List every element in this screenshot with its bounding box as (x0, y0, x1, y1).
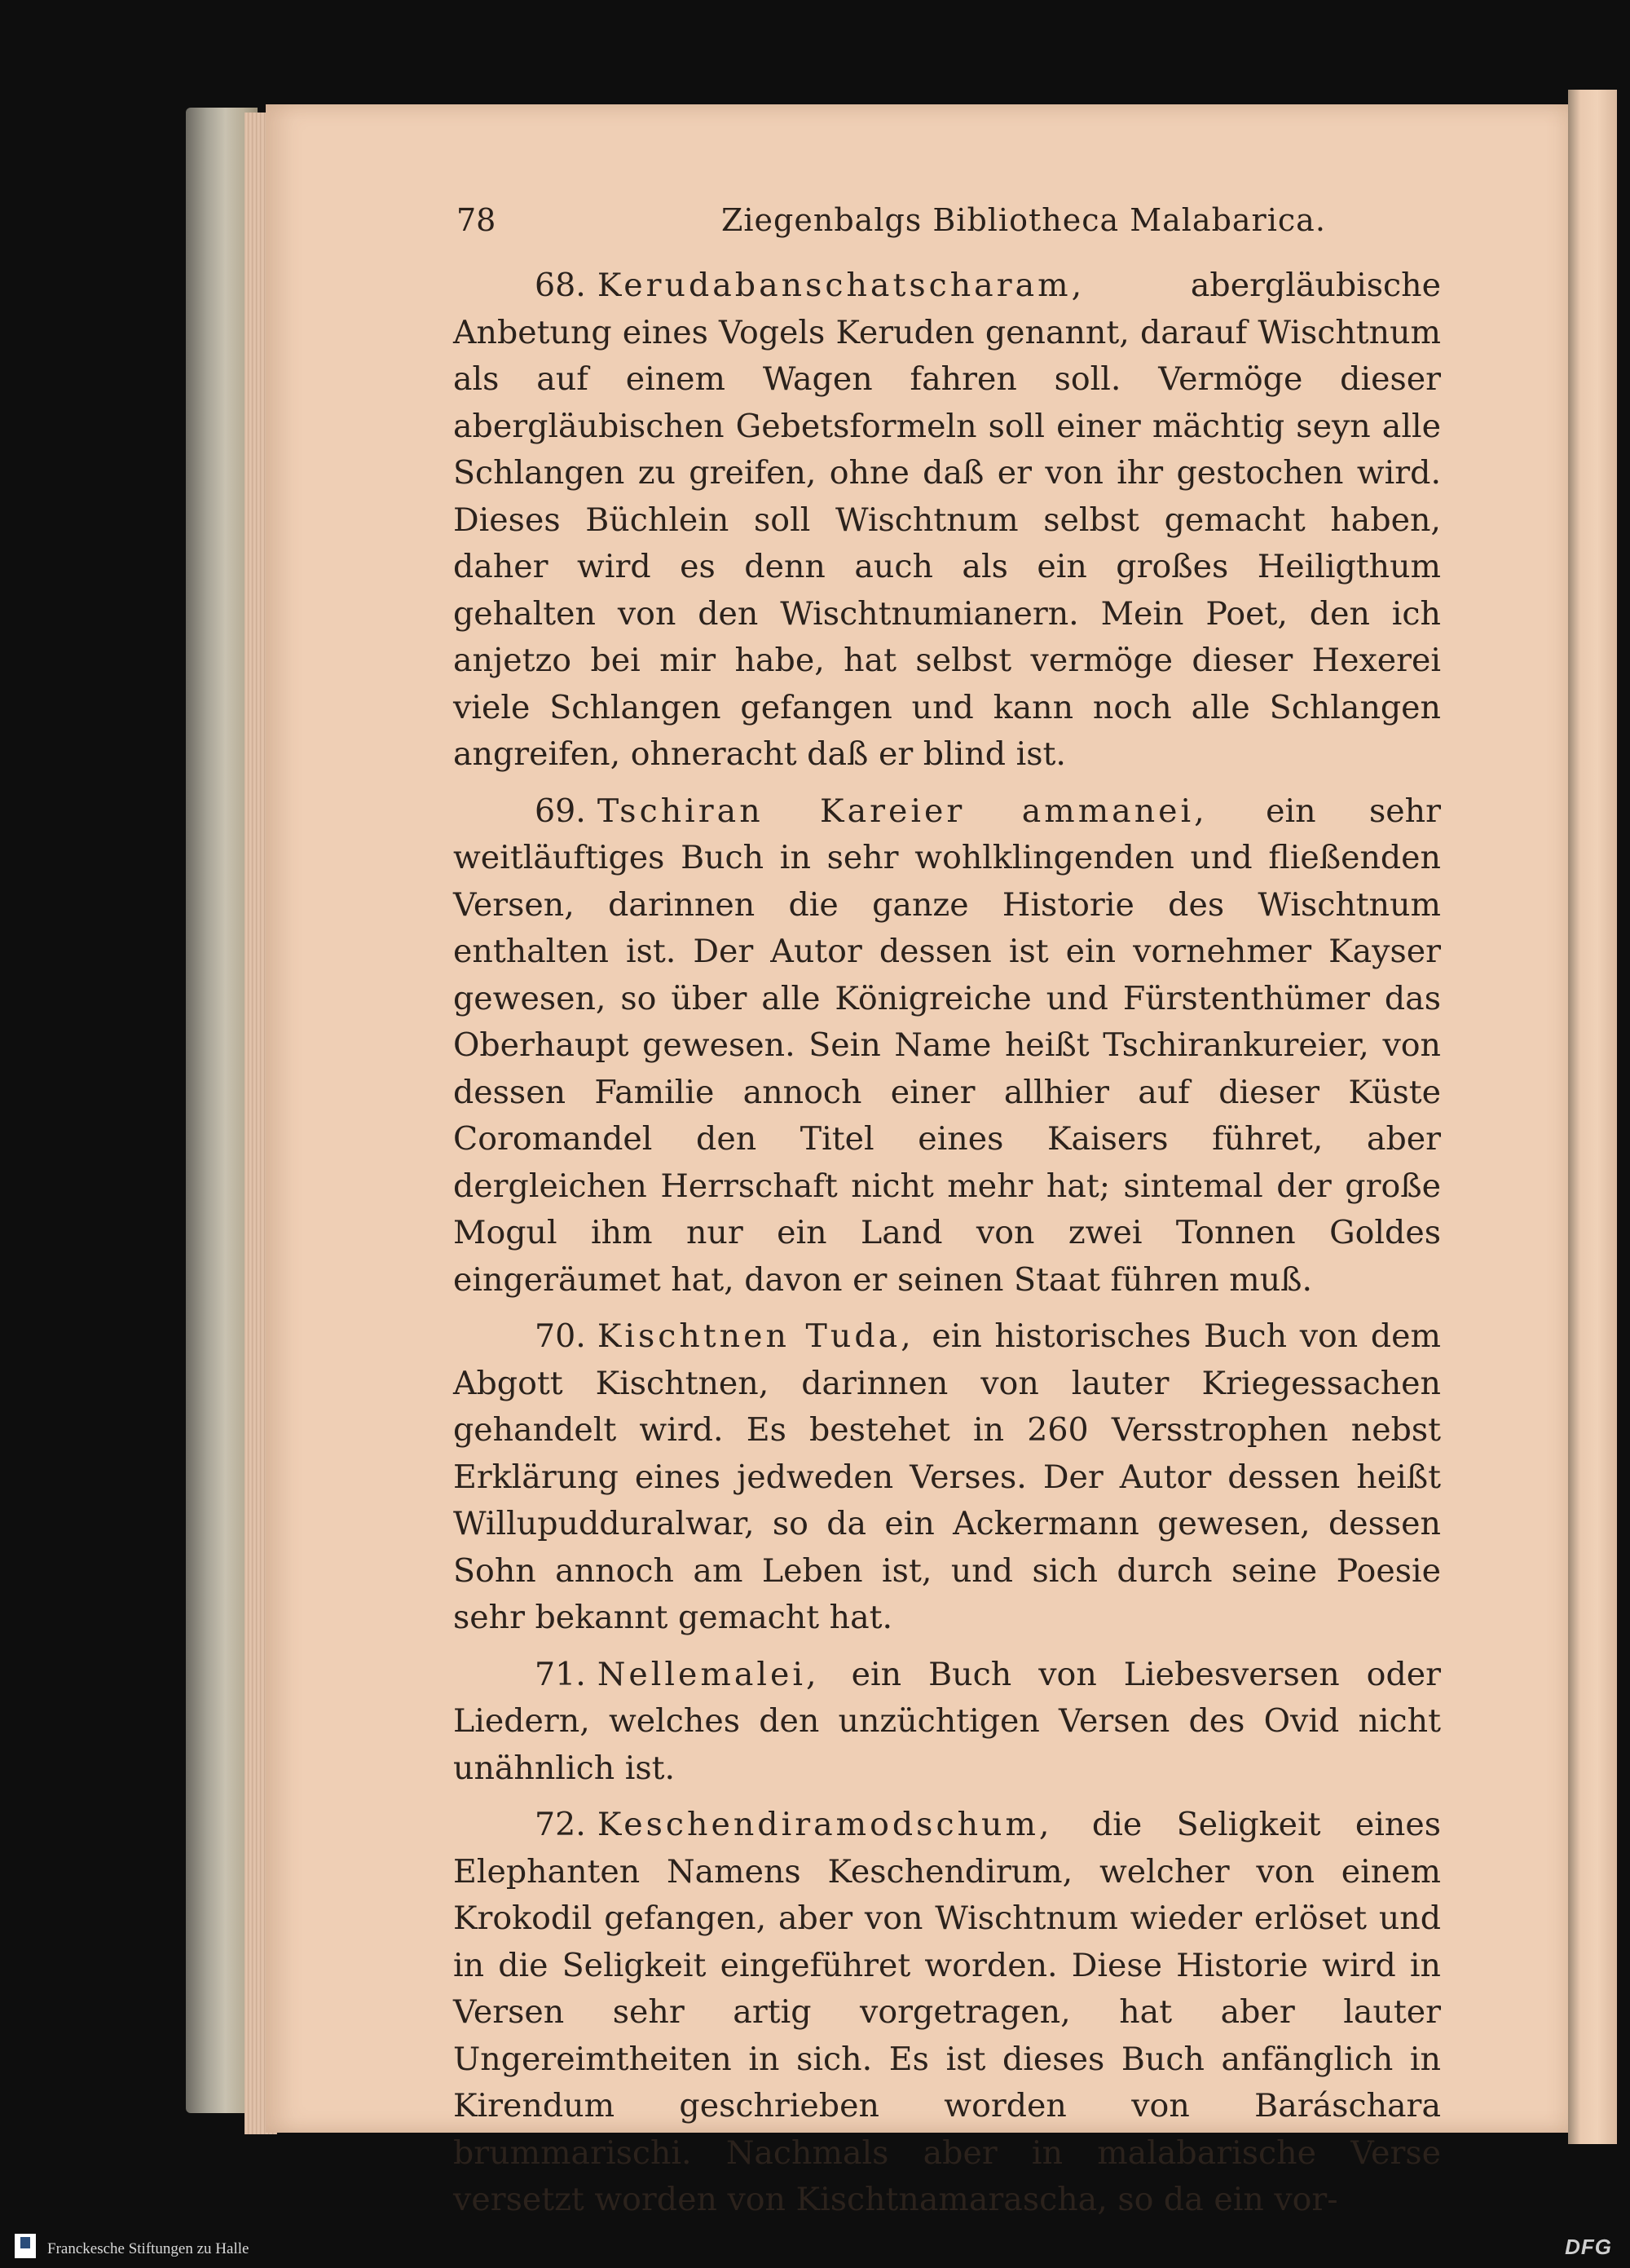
entry-text: die Seligkeit eines Elephanten Namens Keschendirum, welcher von einem Krokodil gefangen, aber von Wischtnum wieder erlöset und in die Seligkeit eingeführet worden. Diese Historie wird in Versen sehr artig vorgetragen, hat aber lauter Ungereimtheiten in sich. Es ist dieses Buch anfänglich in Kirendum geschrieben worden von Baráschara brummarischi. Nachmals aber in malabarische Verse versetzt worden von Kischtnamarascha, so da ein vor- (453, 1806, 1441, 2218)
facing-page-edge (1568, 90, 1617, 2144)
page-body (453, 263, 1441, 2234)
entry-69 (453, 788, 1441, 1304)
entry-title: Tschiran Kareier ammanei, (597, 792, 1208, 830)
entry-72 (453, 1802, 1441, 2224)
entry-title: Kischtnen Tuda, (597, 1317, 914, 1355)
entry-number: 68. (535, 267, 586, 304)
entry-number: 71. (535, 1655, 586, 1693)
entry-68 (453, 263, 1441, 779)
entry-number: 69. (535, 792, 586, 830)
institution-name: Franckesche Stiftungen zu Halle (47, 2240, 249, 2257)
entry-text: ein sehr weitläuftiges Buch in sehr wohlklingenden und fließenden Versen, darinnen die ganze Historie des Wischtnum enthalten ist. Der Autor dessen ist ein vornehmer Kayser gewesen, so über alle Königreiche und Fürstenthümer das Oberhaupt gewesen. Sein Name heißt Tschirankureier, von dessen Familie annoch einer allhier auf dieser Küste Coromandel den Titel eines Kaisers führet, aber dergleichen Herrschaft nicht mehr hat; sintemal der große Mogul ihm nur ein Land von zwei Tonnen Goldes eingeräumet hat, davon er seinen Staat führen muß. (453, 792, 1441, 1299)
entry-title: Kerudabanschatscharam, (597, 267, 1086, 304)
entry-text: ein Buch von Liebesversen oder Liedern, welches den unzüchtigen Versen des Ovid nicht unähnlich ist. (453, 1655, 1441, 1787)
dfg-logo: DFG (1565, 2235, 1612, 2259)
entry-70 (453, 1313, 1441, 1642)
entry-text: ein historisches Buch von dem Abgott Kischtnen, darinnen von lauter Kriegessachen gehandelt wird. Es bestehet in 260 Versstrophen nebst Erklärung eines jedweden Verses. Der Autor dessen heißt Willupudduralwar, so da ein Ackermann gewesen, dessen Sohn annoch am Leben ist, und sich durch seine Poesie sehr bekannt gemacht hat. (453, 1317, 1441, 1636)
entry-number: 72. (535, 1806, 586, 1843)
page-header (456, 202, 1475, 251)
page-number: 78 (456, 202, 496, 238)
entry-number: 70. (535, 1317, 586, 1355)
entry-title: Nellemalei, (597, 1655, 820, 1693)
entry-71 (453, 1652, 1441, 1793)
entry-title: Keschendiramodschum, (597, 1806, 1053, 1843)
viewer-footer (0, 2229, 1630, 2268)
running-title: Ziegenbalgs Bibliotheca Malabarica. (721, 202, 1326, 238)
entry-text: abergläubische Anbetung eines Vogels Keruden genannt, darauf Wischtnum als auf einem Wagen fahren soll. Vermöge dieser abergläubischen Gebetsformeln soll einer mächtig seyn alle Schlangen zu greifen, ohne daß er von ihr gestochen wird. Dieses Büchlein soll Wischtnum selbst gemacht haben, daher wird es denn auch als ein großes Heiligthum gehalten von den Wischtnumianern. Mein Poet, den ich anjetzo bei mir habe, hat selbst vermöge dieser Hexerei viele Schlangen gefangen und kann noch alle Schlangen angreifen, ohneracht daß er blind ist. (453, 267, 1441, 773)
institution-logo-icon (15, 2234, 36, 2258)
